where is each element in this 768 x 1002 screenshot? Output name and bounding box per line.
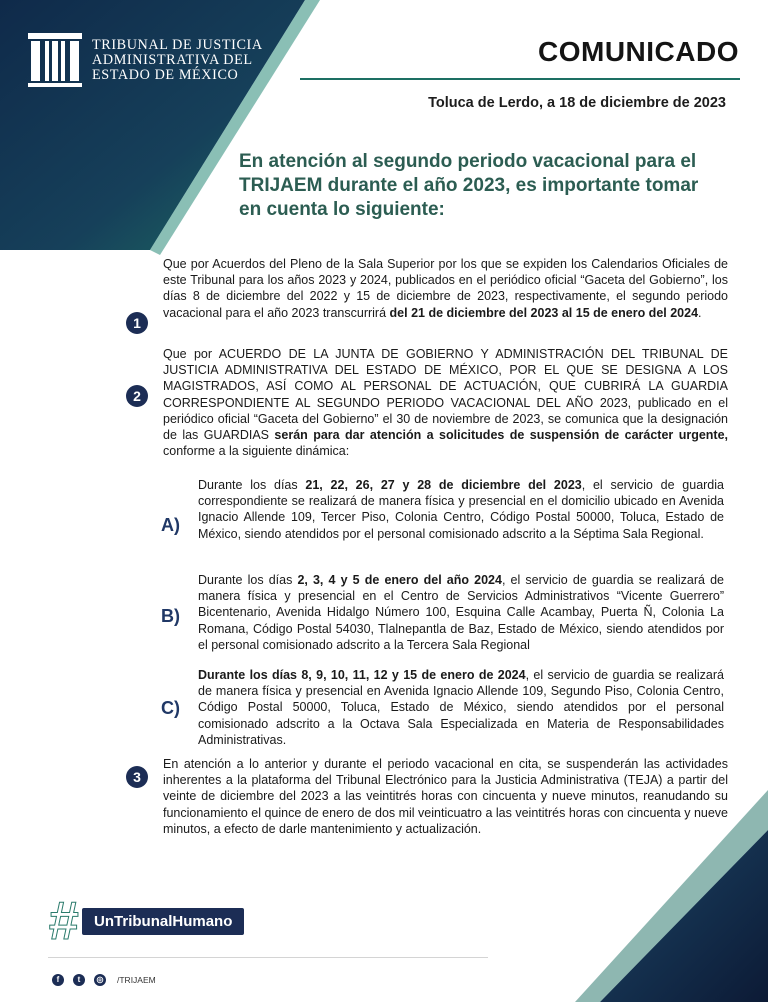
subitem xyxy=(198,477,724,542)
twitter-icon[interactable]: t xyxy=(73,974,85,986)
subitem-text: Durante los días xyxy=(198,573,298,587)
list-item xyxy=(163,346,728,459)
institution-name-line: TRIBUNAL DE JUSTICIA xyxy=(92,36,263,53)
hashtag-label: UnTribunalHumano xyxy=(82,908,244,935)
social-links xyxy=(52,974,156,986)
item-number-badge: 3 xyxy=(126,766,148,788)
item-number-badge: 2 xyxy=(126,385,148,407)
subitem-text-bold: 21, 22, 26, 27 y 28 de diciembre del 2023 xyxy=(305,478,582,492)
institution-name-line: ESTADO DE MÉXICO xyxy=(92,66,239,83)
columns-logo-icon xyxy=(26,31,84,89)
hashtag-banner xyxy=(48,891,244,951)
subitem xyxy=(198,667,724,748)
institution-name xyxy=(92,38,263,83)
subitem-letter: C) xyxy=(161,698,180,718)
subitem-letter: A) xyxy=(161,515,180,535)
item-text: . xyxy=(698,305,702,320)
facebook-icon[interactable]: f xyxy=(52,974,64,986)
item-text: Que por Acuerdos del Pleno de la Sala Superior por los que se expiden los Calendarios Oficiales de este Tribunal para los años 2023 y 2024, publicados en el periódico oficial “Gaceta del Gobierno”, los días 8 de diciembre del 2022 y 15 de diciembre de 2023, respectivamente, el segundo periodo vacacional para el año 2023 transcurrirá xyxy=(163,257,728,320)
item-text-bold: del 21 de diciembre del 2023 al 15 de enero del 2024 xyxy=(389,305,699,320)
institution-logo xyxy=(26,31,263,89)
list-item xyxy=(163,256,728,321)
institution-name-line: ADMINISTRATIVA DEL xyxy=(92,51,253,68)
social-handle[interactable]: /TRIJAEM xyxy=(117,975,156,985)
footer-divider xyxy=(48,957,488,958)
dateline: Toluca de Lerdo, a 18 de diciembre de 2023 xyxy=(428,95,726,111)
subitem-letter: B) xyxy=(161,606,180,626)
item-text: Que por ACUERDO DE LA JUNTA DE GOBIERNO Y ADMINISTRACIÓN DEL TRIBUNAL DE JUSTICIA ADMINISTRATIVA DEL ESTADO DE MÉXICO, POR EL QUE SE DESIGNA A LOS MAGISTRADOS, ASÍ COMO AL PERSONAL DE ACTUACIÓN, QUE CUBRIRÁ LA GUARDIA CORRESPONDIENTE AL SEGUNDO PERIODO VACACIONAL DEL AÑO 2023, publicado en el periódico oficial “Gaceta del Gobierno” el 30 de noviembre de 2023, se comunica que la designación de las GUARDIAS xyxy=(163,347,728,443)
subitem xyxy=(198,572,724,653)
subitem-text-bold: 2, 3, 4 y 5 de enero del año 2024 xyxy=(297,573,502,587)
item-text: conforme a la siguiente dinámica: xyxy=(163,444,350,459)
subitem-text-bold: Durante los días 8, 9, 10, 11, 12 y 15 de enero de 2024 xyxy=(198,668,526,682)
list-item xyxy=(163,756,728,837)
item-text: En atención a lo anterior y durante el periodo vacacional en cita, se suspenderán las actividades inherentes a la plataforma del Tribunal Electrónico para la Justicia Administrativa (TEJA) a partir del veinte de diciembre del 2023 a las veintitrés horas con cincuenta y nueve minutos, reanudando su funcionamiento el quince de enero de dos mil veinticuatro a las veintitrés horas con cincuenta y nueve minutos, a efecto de darle mantenimiento y actualización. xyxy=(163,757,728,836)
instagram-icon[interactable]: ◎ xyxy=(94,974,106,986)
intro-heading: En atención al segundo periodo vacacional para el TRIJAEM durante el año 2023, es importante tomar en cuenta lo siguiente: xyxy=(239,151,699,220)
title-divider xyxy=(300,78,740,80)
subitem-text: , el servicio de guardia se realizará de manera física y presencial en el Centro de Servicios Administrativos “Vicente Guerrero” Bicentenario, Avenida Hidalgo Número 100, Esquina Calle Acambay, Puerta Ñ, Colonia La Romana, Código Postal 54030, Tlalnepantla de Baz, Estado de México, siendo atendidos por el personal comisionado adscrito a la Tercera Sala Regional xyxy=(198,573,724,652)
hashtag-icon: # xyxy=(48,891,79,951)
item-number-badge: 1 xyxy=(126,312,148,334)
subitem-text: , el servicio de guardia correspondiente se realizará de manera física y presencial en el domicilio ubicado en Avenida Ignacio Allende 109, Tercer Piso, Colonia Centro, Código Postal 50000, Toluca, Estado de México, siendo atendidos por el personal comisionado adscrito a la Séptima Sala Regional. xyxy=(198,478,724,541)
item-text-bold: serán para dar atención a solicitudes de suspensión de carácter urgente, xyxy=(274,428,729,443)
page-title: COMUNICADO xyxy=(538,36,739,67)
subitem-text: Durante los días xyxy=(198,478,306,492)
subitem-text: , el servicio de guardia se realizará de manera física y presencial en Avenida Ignacio Allende 109, Segundo Piso, Colonia Centro, Código Postal 50000, Toluca, Estado de México, siendo atendidos por el personal comisionado adscrito a la Octava Sala Especializada en Materia de Responsabilidades Administrativas. xyxy=(198,668,724,747)
